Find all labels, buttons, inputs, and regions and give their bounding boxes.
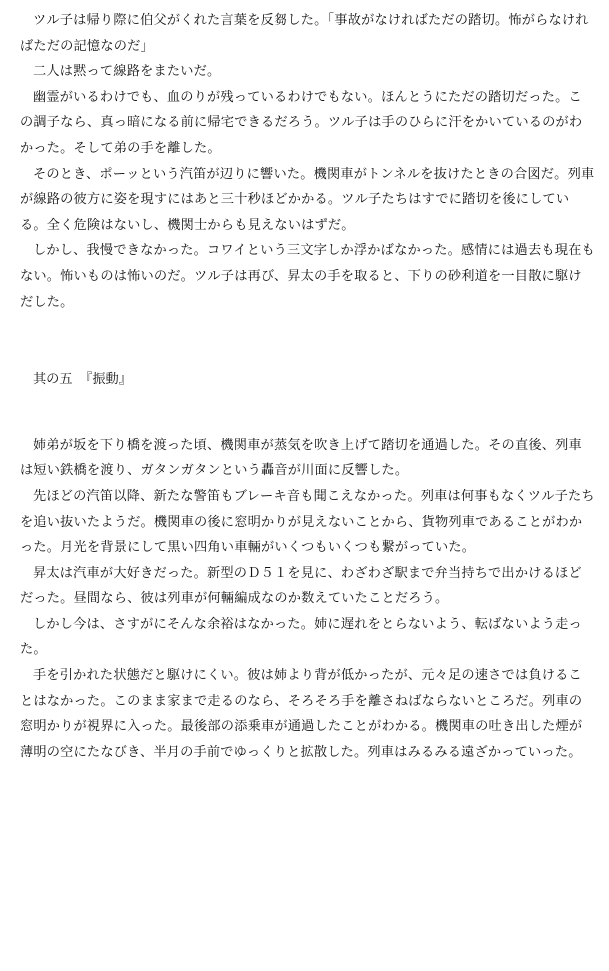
- paragraph-text: 姉弟が坂を下り橋を渡った頃、機関車が蒸気を吹き上げて踏切を通過した。その直後、列車は短い鉄橋を渡り、ガタンガタンという轟音が川面に反響した。: [20, 437, 582, 479]
- paragraph: [20, 663, 595, 765]
- paragraph-text: 昇太は汽車が大好きだった。新型のＤ５１を見に、わざわざ駅まで弁当持ちで出かけるほどだった。昼間なら、彼は列車が何輛編成なのか数えていたことだろう。: [20, 565, 582, 607]
- section-one: [20, 8, 595, 315]
- paragraph: [20, 433, 595, 484]
- section-heading-text: 其の五 『振動』: [33, 372, 132, 388]
- paragraph-text: ツル子は帰り際に伯父がくれた言葉を反芻した。「事故がなければただの踏切。怖がらなければただの記憶なのだ」: [20, 13, 589, 54]
- paragraph-text: しかし今は、さすがにそんな余裕はなかった。姉に遅れをとらないよう、転ばないよう走った。: [20, 616, 582, 658]
- paragraph: [20, 484, 595, 561]
- section-two: [20, 433, 595, 766]
- paragraph: [20, 612, 595, 663]
- paragraph: [20, 59, 595, 85]
- paragraph: [20, 85, 595, 162]
- paragraph-text: そのとき、ポーッという汽笛が辺りに響いた。機関車がトンネルを抜けたときの合図だ。列車が線路の彼方に姿を現すにはあと三十秒ほどかかる。ツル子たちはすでに踏切を後にしている。全く危険はないし、機関士からも見えないはずだ。: [20, 166, 595, 233]
- spacer: [20, 315, 595, 367]
- paragraph-text: 先ほどの汽笛以降、新たな警笛もブレーキ音も聞こえなかった。列車は何事もなくツル子たちを追い抜いたようだ。機関車の後に窓明かりが見えないことから、貨物列車であることがわかった。月光を背景にして黒い四角い車輛がいくつもいくつも繋がっていた。: [20, 488, 595, 556]
- paragraph-text: 手を引かれた状態だと駆けにくい。彼は姉より背が低かったが、元々足の速さでは負けることはなかった。このまま家まで走るのなら、そろそろ手を離さねばならないところだ。列車の窓明かりが視界に入った。最後部の添乗車が通過したことがわかる。機関車の吐き出した煙が薄明の空にたなびき、半月の手前でゆっくりと拡散した。列車はみるみる遠ざかっていった。: [20, 668, 583, 760]
- paragraph: [20, 238, 595, 315]
- paragraph-text: 幽霊がいるわけでも、血のりが残っているわけでもない。ほんとうにただの踏切だった。この調子なら、真っ暗になる前に帰宅できるだろう。ツル子は手のひらに汗をかいているのがわかった。そして弟の手を離した。: [20, 89, 583, 156]
- section-heading: [20, 367, 595, 393]
- paragraph: [20, 8, 595, 59]
- spacer: [20, 393, 595, 433]
- paragraph: [20, 561, 595, 612]
- paragraph-text: しかし、我慢できなかった。コワイという三文字しか浮かばなかった。感情には過去も現在もない。怖いものは怖いのだ。ツル子は再び、昇太の手を取ると、下りの砂利道を一目散に駆けだした。: [20, 243, 595, 310]
- paragraph-text: 二人は黙って線路をまたいだ。: [33, 64, 221, 80]
- paragraph: [20, 162, 595, 239]
